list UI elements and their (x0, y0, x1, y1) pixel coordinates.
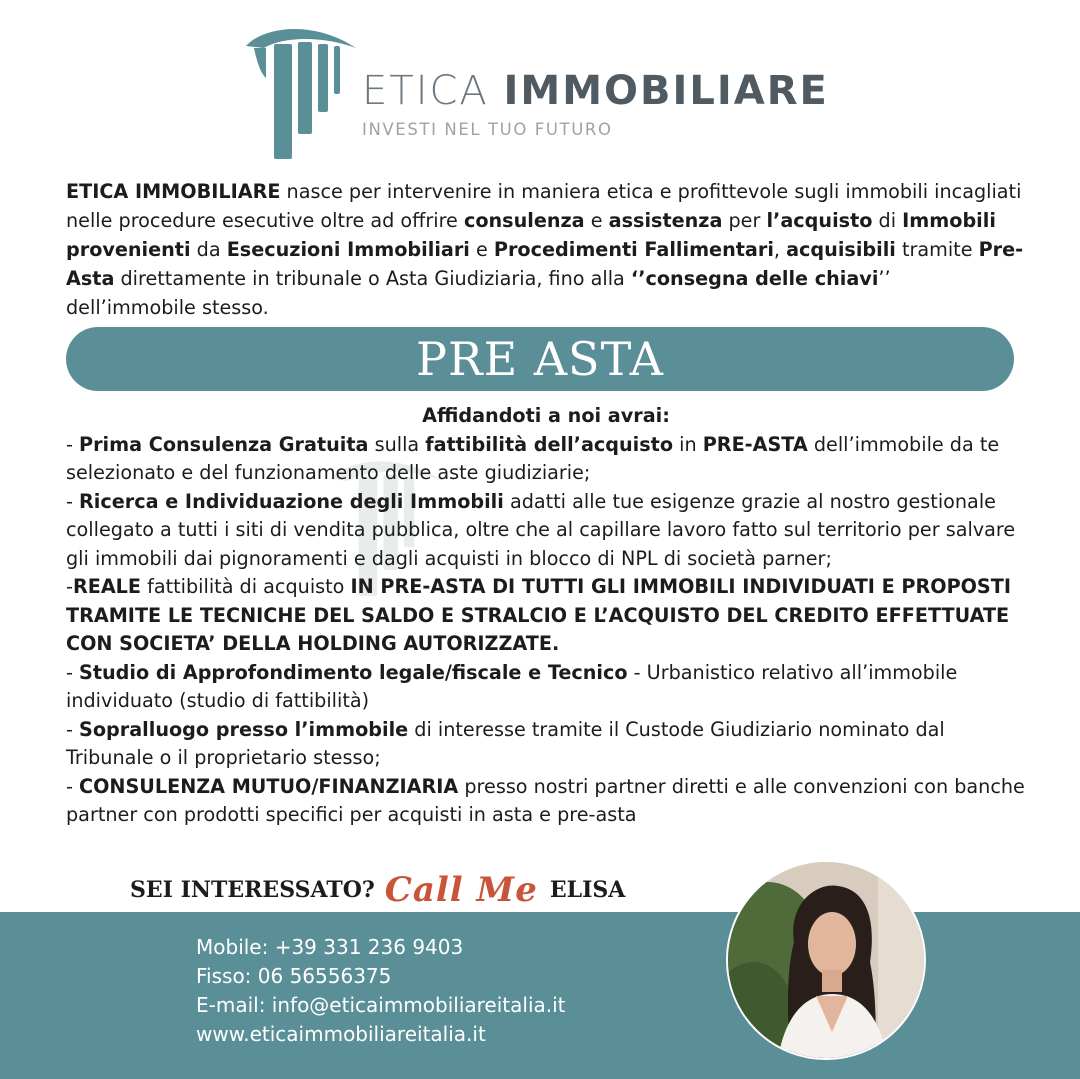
text-run: - (66, 432, 80, 456)
text-run: adatti alle tue esigenze grazie al nostro gestionale collegato a tutti i siti di vendita pubblica, oltre che al capillare lavoro fatto sul territorio per salvare gli immobili dai pignoramenti e dagli acquisti in blocco di NPL di società parner; (66, 489, 1016, 570)
bold-text-run: Procedimenti Fallimentari (493, 238, 774, 261)
text-run: direttamente in tribunale o Asta Giudiziaria, fino alla (114, 267, 631, 290)
text-run: da (190, 238, 227, 261)
bold-text-run: ‘’consegna delle chiavi (630, 267, 879, 290)
brand-name-light: ETICA (362, 68, 489, 114)
benefit-item (66, 716, 1026, 773)
text-run: e (584, 209, 609, 232)
bold-text-run: consulenza (463, 209, 585, 232)
brand-name-bold: IMMOBILIARE (503, 68, 829, 114)
bold-text-run: fattibilità dell’acquisto (425, 432, 674, 456)
text-run: sulla (368, 432, 426, 456)
call-me-script[interactable]: Call Me (384, 870, 538, 910)
bold-text-run: Esecuzioni Immobiliari (226, 238, 470, 261)
columns-logo-icon (244, 18, 359, 163)
text-run: di interesse tramite il Custode Giudiziario nominato dal Tribunale o il proprietario stesso; (66, 717, 945, 769)
text-run: dell’immobile da te selezionato e del funzionamento delle aste giudiziarie; (66, 432, 1000, 484)
benefit-item (66, 488, 1026, 574)
text-run: in (673, 432, 703, 456)
text-run: - (66, 660, 80, 684)
benefits-heading: Affidandoti a noi avrai: (422, 404, 670, 427)
bold-text-run: IN PRE-ASTA DI TUTTI GLI IMMOBILI INDIVIDUATI E PROPOSTI TRAMITE LE TECNICHE DEL SALDO E STRALCIO E L’ACQUISTO DEL CREDITO EFFETTUATE CON SOCIETA’ DELLA HOLDING AUTORIZZATE. (66, 575, 1011, 655)
bold-text-run: ETICA IMMOBILIARE (66, 180, 281, 203)
text-run: presso nostri partner diretti e alle convenzioni con banche partner con prodotti specifici per acquisti in asta e pre-asta (66, 774, 1025, 826)
call-to-action (130, 870, 625, 910)
bold-text-run: l’acquisto (766, 209, 873, 232)
mobile-phone[interactable]: Mobile: +39 331 236 9403 (196, 935, 464, 959)
bold-text-run: REALE (72, 575, 142, 598)
agent-portrait-icon (728, 862, 924, 1058)
banner-title: PRE ASTA (416, 332, 664, 386)
landline-phone[interactable]: Fisso: 06 56556375 (196, 964, 392, 988)
email-link[interactable]: E-mail: info@eticaimmobiliareitalia.it (196, 993, 566, 1017)
bold-text-run: Studio di Approfondimento legale/fiscale e Tecnico (79, 660, 628, 684)
brand-logo (244, 18, 864, 163)
text-run: di (872, 209, 903, 232)
benefit-item (66, 773, 1026, 830)
text-run: nasce per intervenire in maniera etica e profittevole sugli immobili incagliati nelle procedure esecutive oltre ad offrire (66, 180, 1022, 232)
agent-name: ELISA (549, 877, 626, 903)
brand-tagline: INVESTI NEL TUO FUTURO (362, 120, 613, 139)
text-run: fattibilità di acquisto (141, 575, 351, 598)
agent-avatar (726, 860, 926, 1060)
brand-name (362, 68, 829, 114)
benefit-item (66, 573, 1026, 659)
text-run: tramite (895, 238, 979, 261)
benefit-item (66, 659, 1026, 716)
text-run: per (722, 209, 767, 232)
bold-text-run: assistenza (608, 209, 723, 232)
bold-text-run: PRE-ASTA (702, 432, 808, 456)
bold-text-run: Ricerca e Individuazione degli Immobili (79, 489, 504, 513)
benefit-item (66, 431, 1026, 488)
contact-list (196, 933, 566, 1049)
bold-text-run: Prima Consulenza Gratuita (79, 432, 369, 456)
bold-text-run: CONSULENZA MUTUO/FINANZIARIA (79, 774, 459, 798)
text-run: - (66, 717, 80, 741)
website-link[interactable]: www.eticaimmobiliareitalia.it (196, 1022, 486, 1046)
text-run: - (66, 489, 80, 513)
intro-paragraph (66, 177, 1026, 322)
benefits-section (66, 402, 1026, 830)
bold-text-run: Pre-Asta (66, 238, 1024, 290)
cta-question: SEI INTERESSATO? (130, 877, 375, 903)
bold-text-run: acquisibili (786, 238, 896, 261)
text-run: , (773, 238, 787, 261)
bold-text-run: Immobili provenienti (66, 209, 996, 261)
pre-asta-banner (66, 327, 1014, 391)
text-run: - (66, 774, 80, 798)
text-run: - Urbanistico relativo all’immobile individuato (studio di fattibilità) (66, 660, 958, 712)
bold-text-run: Sopralluogo presso l’immobile (79, 717, 409, 741)
text-run: - (66, 575, 73, 598)
text-run: e (469, 238, 494, 261)
text-run: ’’ dell’immobile stesso. (66, 267, 891, 319)
benefits-list (66, 431, 1026, 830)
